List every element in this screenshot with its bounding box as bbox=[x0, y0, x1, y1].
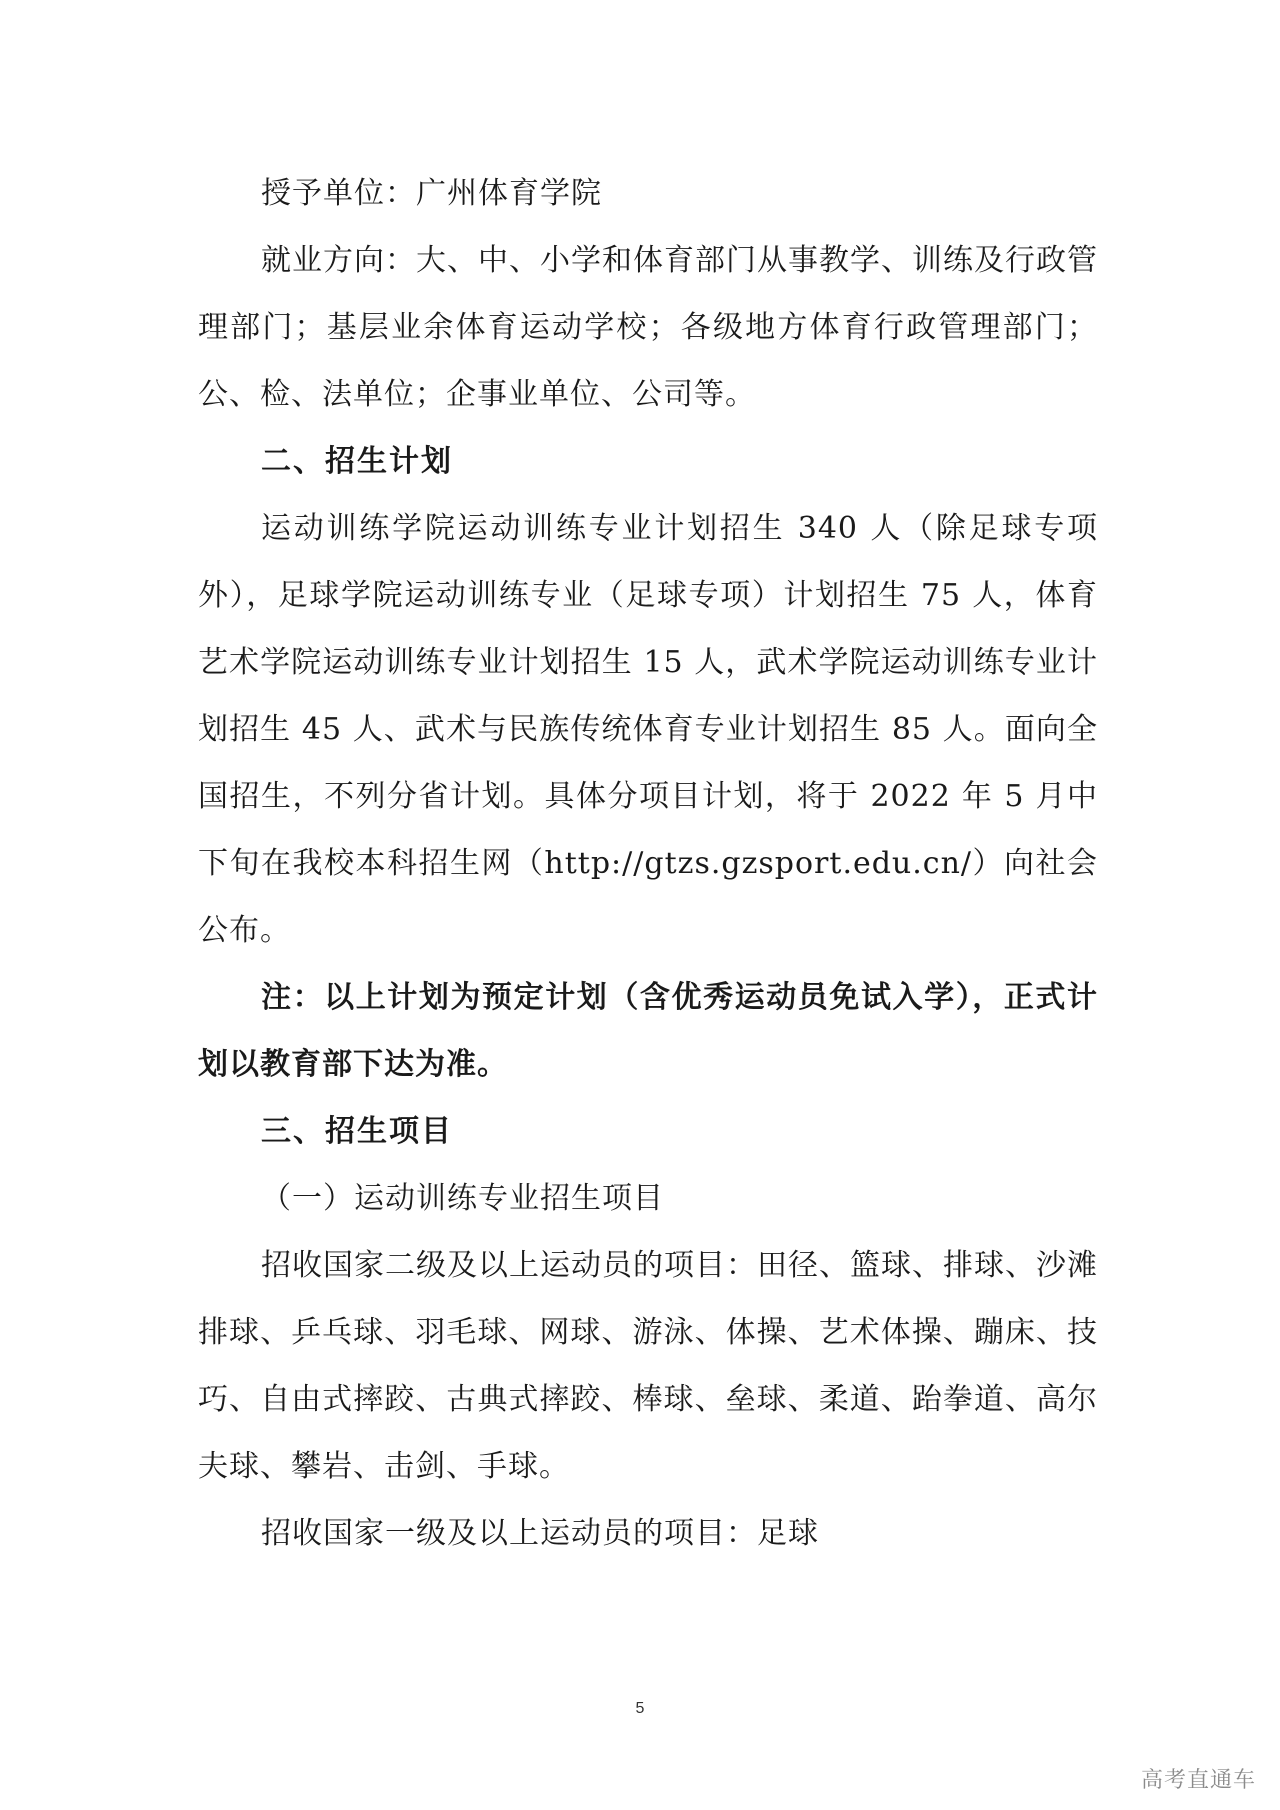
watermark-logo: 高考直通车 bbox=[1140, 1768, 1256, 1793]
page-number: 5 bbox=[635, 1700, 645, 1717]
heading-enrollment-plan: 二、招生计划 bbox=[261, 444, 453, 479]
paragraph-plan-note: 注：以上计划为预定计划（含优秀运动员免试入学），正式计划以教育部下达为准。 bbox=[198, 980, 1098, 1082]
heading-enrollment-items: 三、招生项目 bbox=[261, 1114, 453, 1149]
paragraph-awarding-unit: 授予单位：广州体育学院 bbox=[261, 176, 602, 211]
paragraph-level-one-items: 招收国家一级及以上运动员的项目：足球 bbox=[261, 1516, 819, 1551]
paragraph-employment-direction: 就业方向：大、中、小学和体育部门从事教学、训练及行政管理部门；基层业余体育运动学校；各级地方体育行政管理部门；公、检、法单位；企事业单位、公司等。 bbox=[198, 243, 1098, 412]
paragraph-enrollment-plan: 运动训练学院运动训练专业计划招生 340 人（除足球专项外），足球学院运动训练专业（足球专项）计划招生 75 人，体育艺术学院运动训练专业计划招生 15 人，武术学院运动训练专业计划招生 45 人、武术与民族传统体育专业计划招生 85 人。面向全国招生，不列分省计划。具体分项目计划，将于 2022 年 5 月中下旬在我校本科招生网（http://gtzs.gzsport.edu.cn/）向社会公布。 bbox=[198, 511, 1098, 948]
paragraph-level-two-items: 招收国家二级及以上运动员的项目：田径、篮球、排球、沙滩排球、乒乓球、羽毛球、网球、游泳、体操、艺术体操、蹦床、技巧、自由式摔跤、古典式摔跤、棒球、垒球、柔道、跆拳道、高尔夫球、攀岩、击剑、手球。 bbox=[198, 1248, 1098, 1484]
document-body bbox=[198, 160, 1098, 1567]
subheading-sports-training-items: （一）运动训练专业招生项目 bbox=[261, 1181, 664, 1216]
